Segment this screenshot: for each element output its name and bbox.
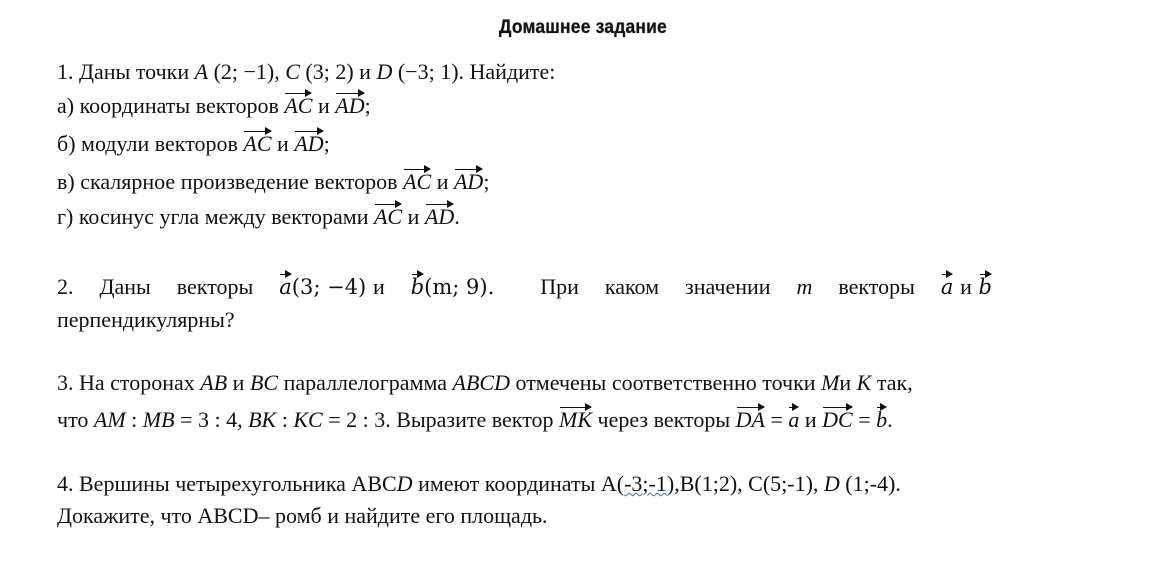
vector-ac: AC — [284, 93, 313, 118]
vector-ac: AC — [403, 169, 432, 194]
task1-item-c: в) скалярное произведение векторов AC и AD; — [57, 169, 490, 194]
task2-line1: 2. Даны векторы a(3; −4) и b(m; 9). При каком значении m векторы a и b — [57, 274, 992, 299]
vector-mk: MK — [559, 407, 593, 432]
vector-a: a — [940, 275, 954, 299]
task3-line2: что AM : MB = 3 : 4, BK : KC = 2 : 3. Выразите вектор MK через векторы DA = a и DC = b. — [57, 407, 893, 432]
vector-ac: AC — [243, 131, 272, 156]
vector-ad: AD — [335, 93, 365, 118]
task3-line1: 3. На сторонах AB и BC параллелограмма ABCD отмечены соответственно точки Mи K так, — [57, 370, 913, 395]
task1-item-a: а) координаты векторов AC и AD; — [57, 93, 371, 118]
vector-a: a — [788, 407, 800, 432]
vector-ad: AD — [453, 169, 484, 194]
task1-intro: 1. Даны точки A (2; −1), C (3; 2) и D (−3; 1). Найдите: — [57, 59, 556, 84]
vector-a: a — [279, 275, 292, 299]
vector-b: b — [410, 275, 425, 299]
task4-line2: Докажите, что АВСD– ромб и найдите его площадь. — [57, 503, 548, 528]
vector-da: DA — [735, 407, 765, 432]
spellcheck-underline: -3;-1 — [624, 471, 667, 496]
vector-dc: DC — [822, 407, 853, 432]
task4-line1: 4. Вершины четырехугольника АВСD имеют координаты А(-3;-1),В(1;2), С(5;-1), D (1;-4). — [57, 471, 901, 496]
page-title: Домашнее задание — [499, 17, 667, 38]
vector-ad: AD — [294, 131, 324, 156]
task1-item-d: г) косинус угла между векторами AC и AD. — [57, 204, 460, 229]
task1-item-b: б) модули векторов AC и AD; — [57, 131, 330, 156]
vector-b: b — [978, 275, 992, 299]
vector-ad: AD — [424, 204, 455, 229]
task2-line2: перпендикулярны? — [57, 307, 235, 332]
vector-ac: AC — [373, 204, 403, 229]
vector-b: b — [876, 407, 888, 432]
